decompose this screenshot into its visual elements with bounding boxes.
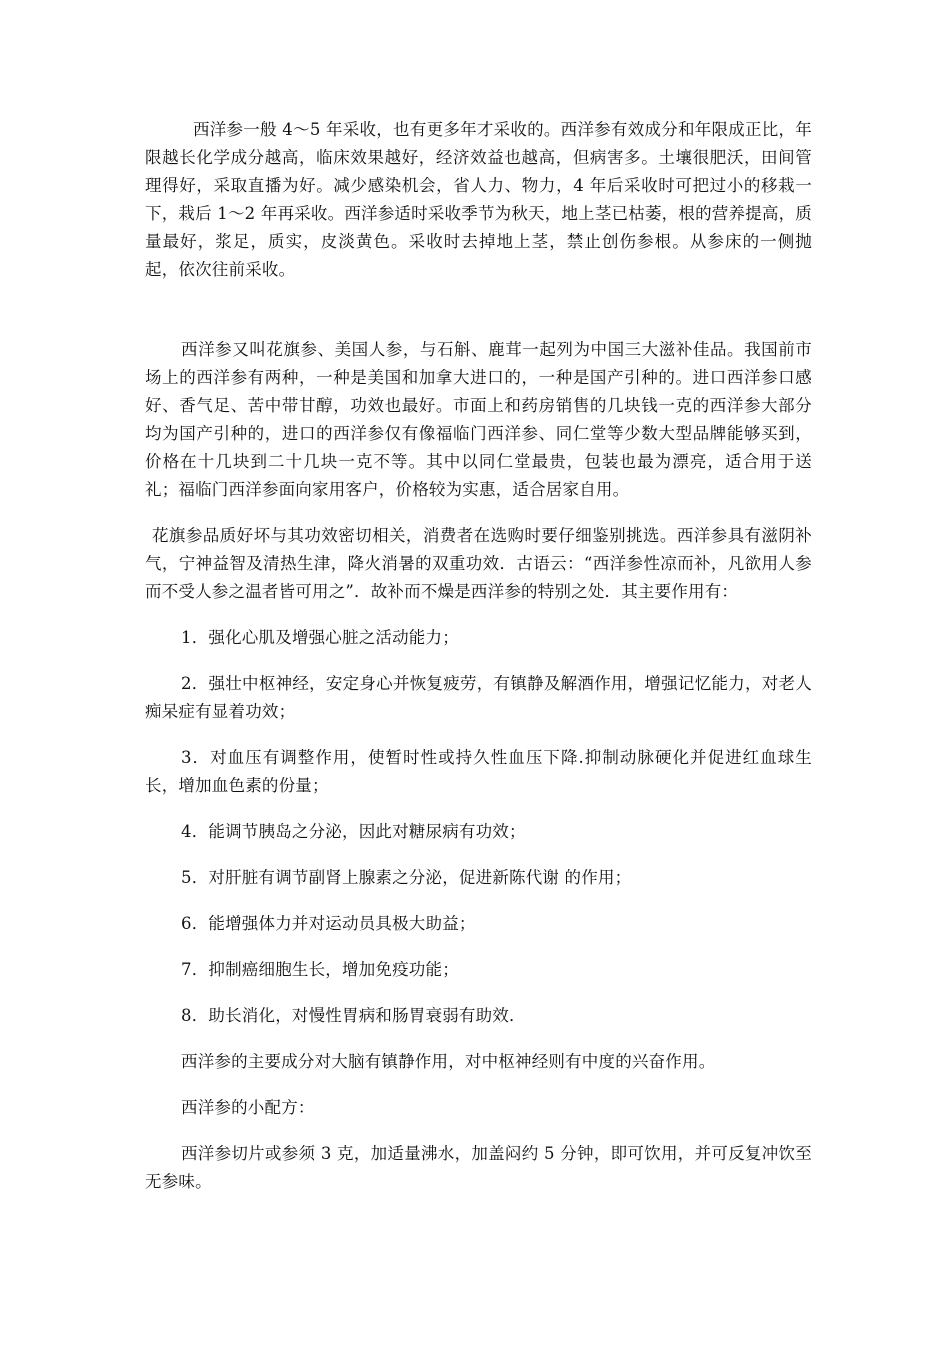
effect-item: 4．能调节胰岛之分泌，因此对糖尿病有功效； bbox=[181, 822, 526, 841]
effect-item: 6．能增强体力并对运动员具极大助益； bbox=[181, 914, 476, 933]
effect-item: 5．对肝脏有调节副肾上腺素之分泌，促进新陈代谢 的作用； bbox=[181, 868, 632, 887]
effect-item: 8．助长消化，对慢性胃病和肠胃衰弱有助效． bbox=[181, 1006, 526, 1025]
effect-item: 1．强化心肌及增强心脏之活动能力； bbox=[181, 628, 459, 647]
paragraph-brain: 西洋参的主要成分对大脑有镇静作用，对中枢神经则有中度的兴奋作用。 bbox=[181, 1052, 716, 1071]
paragraph-harvest: 西洋参一般 4～5 年采收，也有更多年才采收的。西洋参有效成分和年限成正比，年限越长化学成分越高，临床效果越好，经济效益也越高，但病害多。土壤很肥沃，田间管理得好，采取直播为好。减少感染机会，省人力、物力，4 年后采收时可把过小的移栽一下，栽后 1～2 年再采收。西洋参适时采收季节为秋天，地上茎已枯萎，根的营养提高，质量最好，浆足，质实，皮淡黄色。采收时去掉地上茎，禁止创伤参根。从参床的一侧抛起，依次往前采收。 bbox=[145, 120, 812, 279]
paragraph-recipe: 西洋参切片或参须 3 克，加适量沸水，加盖闷约 5 分钟，即可饮用，并可反复冲饮至无参味。 bbox=[145, 1144, 812, 1191]
effect-item: 3．对血压有调整作用，使暂时性或持久性血压下降.抑制动脉硬化并促进红血球生长，增加血色素的份量； bbox=[145, 748, 812, 795]
paragraph-intro: 西洋参又叫花旗参、美国人参，与石斛、鹿茸一起列为中国三大滋补佳品。我国前市场上的西洋参有两种，一种是美国和加拿大进口的，一种是国产引种的。进口西洋参口感好、香气足、苦中带甘醇，功效也最好。市面上和药房销售的几块钱一克的西洋参大部分均为国产引种的，进口的西洋参仅有像福临门西洋参、同仁堂等少数大型品牌能够买到，价格在十几块到二十几块一克不等。其中以同仁堂最贵，包装也最为漂亮，适合用于送礼；福临门西洋参面向家用客户，价格较为实惠，适合居家自用。 bbox=[145, 340, 812, 499]
document-body bbox=[145, 116, 812, 1196]
effect-item: 7．抑制癌细胞生长，增加免疫功能； bbox=[181, 960, 459, 979]
recipe-heading: 西洋参的小配方： bbox=[181, 1098, 315, 1117]
effect-item: 2．强壮中枢神经，安定身心并恢复疲劳，有镇静及解酒作用，增强记忆能力，对老人痴呆症有显着功效； bbox=[145, 674, 812, 721]
paragraph-quality: 花旗参品质好坏与其功效密切相关，消费者在选购时要仔细鉴别挑选。西洋参具有滋阴补气，宁神益智及清热生津，降火消暑的双重功效．古语云：“西洋参性凉而补，凡欲用人参而不受人参之温者皆可用之”．故补而不燥是西洋参的特别之处．其主要作用有： bbox=[145, 526, 812, 601]
